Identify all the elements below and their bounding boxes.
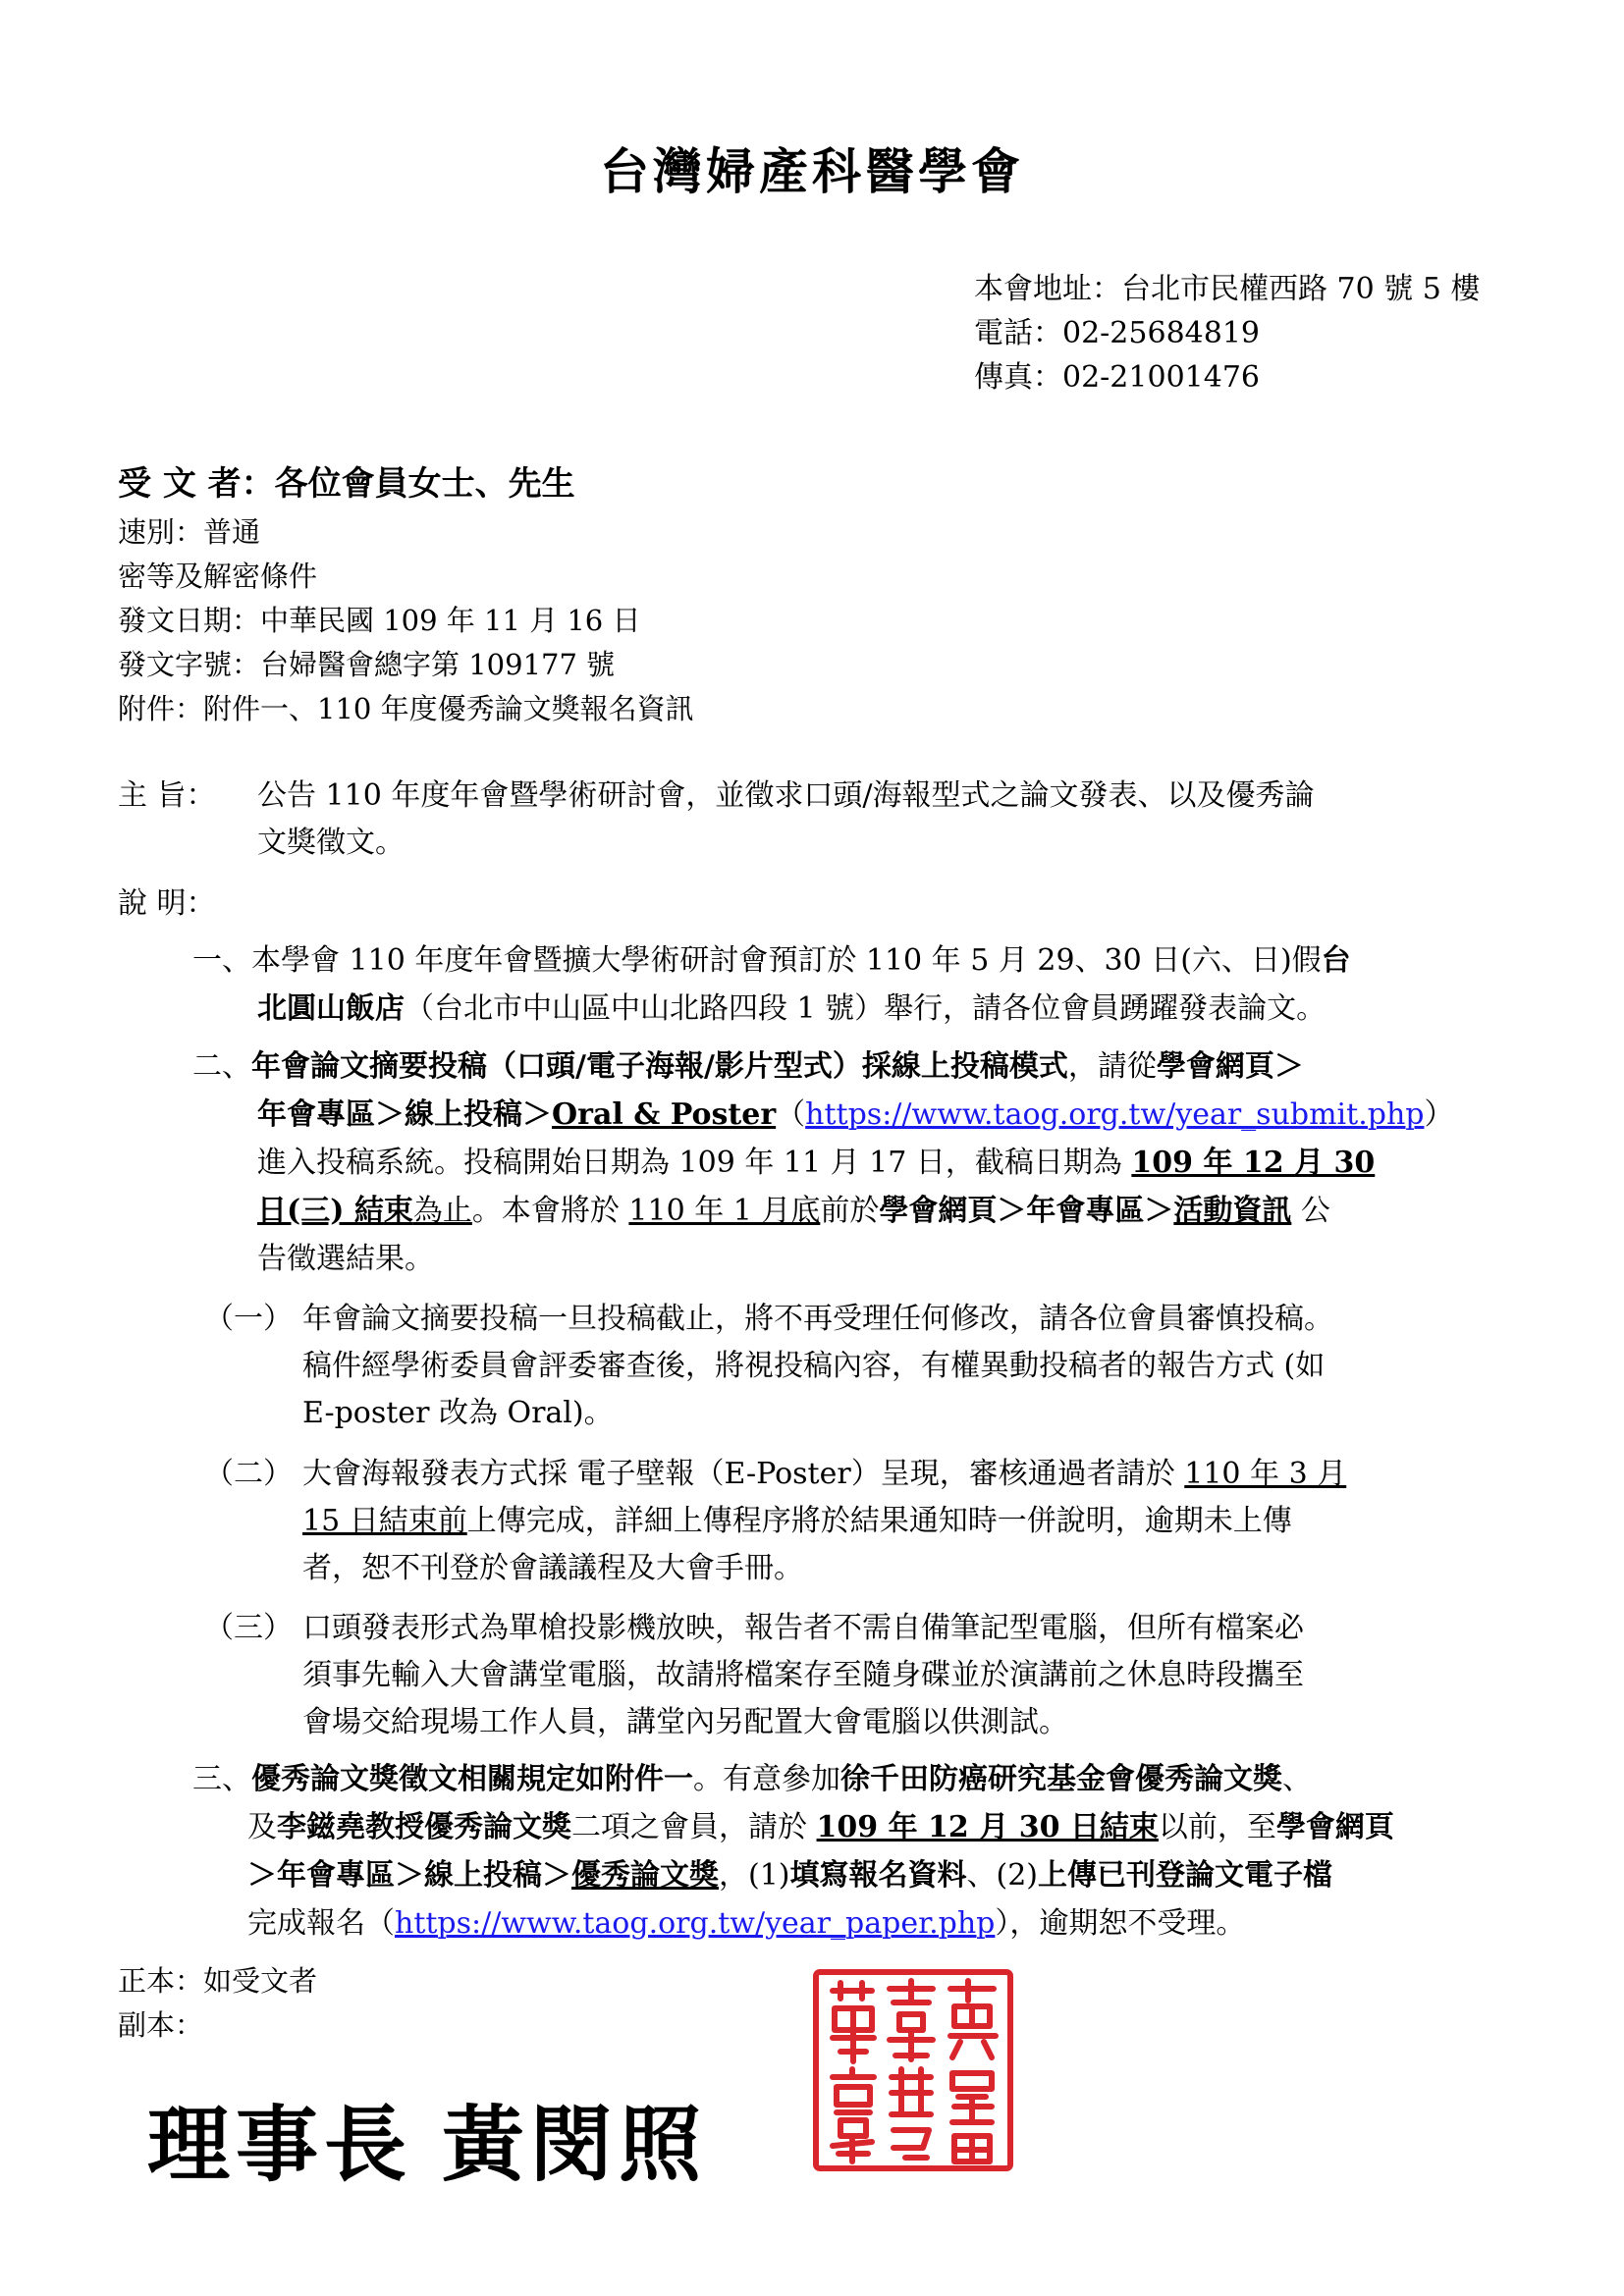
para-2-line-2: 15 日結束前上傳完成，詳細上傳程序將於結果通知時一併說明，逾期未上傳 xyxy=(302,1504,1292,1538)
para-3-line-2: 須事先輸入大會講堂電腦，故請將檔案存至隨身碟並於演講前之休息時段攜至 xyxy=(302,1658,1304,1692)
subject-line-2: 文獎徵文。 xyxy=(257,826,405,860)
meta-secrecy: 密等及解密條件 xyxy=(118,560,318,593)
section-2-line-5: 告徵選結果。 xyxy=(257,1242,434,1276)
section-1-line-1: 一、本學會 110 年度年會暨擴大學術研討會預訂於 110 年 5 月 29、30 日(六、日)假台 xyxy=(192,943,1351,978)
signature xyxy=(147,2079,707,2198)
cc-copy: 副本： xyxy=(118,2008,204,2042)
meta-speed: 速別：普通 xyxy=(118,515,261,549)
para-1-number: （一） xyxy=(204,1302,293,1336)
section-2-line-4: 日(三) 結束為止。本會將於 110 年 1 月底前於學會網頁＞年會專區＞活動資訊 公 xyxy=(257,1194,1330,1228)
fax-line: 傳真：02-21001476 xyxy=(974,360,1261,395)
paper-link[interactable]: https://www.taog.org.tw/year_paper.php xyxy=(395,1906,996,1941)
explain-label: 說 明： xyxy=(118,886,216,921)
section-3-line-2: 及李鎡堯教授優秀論文獎二項之會員，請於 109 年 12 月 30 日結束以前，至學會網頁 xyxy=(247,1810,1394,1844)
section-2-line-3: 進入投稿系統。投稿開始日期為 109 年 11 月 17 日，截稿日期為 109 年 12 月 30 xyxy=(257,1146,1376,1180)
address-block xyxy=(974,267,1480,400)
meta-date: 發文日期：中華民國 109 年 11 月 16 日 xyxy=(118,604,641,637)
recipient: 受 文 者：各位會員女士、先生 xyxy=(118,464,575,504)
subject-label: 主 旨： xyxy=(118,778,216,813)
submit-link[interactable]: https://www.taog.org.tw/year_submit.php xyxy=(805,1097,1425,1132)
para-3-line-1: 口頭發表形式為單槍投影機放映，報告者不需自備筆記型電腦，但所有檔案必 xyxy=(302,1611,1304,1645)
section-1-line-2: 北圓山飯店（台北市中山區中山北路四段 1 號）舉行，請各位會員踴躍發表論文。 xyxy=(257,991,1326,1026)
section-3-line-4: 完成報名（https://www.taog.org.tw/year_paper.php），逾期恕不受理。 xyxy=(247,1906,1246,1941)
para-2-number: （二） xyxy=(204,1457,293,1491)
para-1-line-3: E-poster 改為 Oral)。 xyxy=(302,1396,614,1430)
section-3-line-1: 三、優秀論文獎徵文相關規定如附件一。有意參加徐千田防癌研究基金會優秀論文獎、 xyxy=(192,1762,1312,1796)
para-3-line-3: 會場交給現場工作人員，講堂內另配置大會電腦以供測試。 xyxy=(302,1705,1068,1739)
address-line: 本會地址：台北市民權西路 70 號 5 樓 xyxy=(974,272,1481,306)
seal-graphic xyxy=(811,1967,1015,2173)
para-2-line-1: 大會海報發表方式採 電子壁報（E-Poster）呈現，審核通過者請於 110 年 3 月 xyxy=(302,1457,1347,1491)
para-1-line-2: 稿件經學術委員會評委審查後，將視投稿內容，有權異動投稿者的報告方式 (如 xyxy=(302,1349,1326,1383)
official-seal xyxy=(811,1967,1015,2173)
meta-attachment: 附件：附件一、110 年度優秀論文獎報名資訊 xyxy=(118,692,694,725)
meta-block xyxy=(118,510,694,731)
para-2-line-3: 者，恕不刊登於會議議程及大會手冊。 xyxy=(302,1551,803,1585)
section-2-line-2: 年會專區＞線上投稿＞Oral & Poster（https://www.taog.org.tw/year_submit.php） xyxy=(257,1097,1454,1132)
signature-name: 黃閔照 xyxy=(442,2096,708,2193)
para-1-line-1: 年會論文摘要投稿一旦投稿截止，將不再受理任何修改，請各位會員審慎投稿。 xyxy=(302,1302,1333,1336)
subject-line-1: 公告 110 年度年會暨學術研討會，並徵求口頭/海報型式之論文發表、以及優秀論 xyxy=(257,778,1315,813)
cc-block xyxy=(118,1959,317,2048)
document-title: 台灣婦產科醫學會 xyxy=(600,142,1024,200)
section-2-line-1: 二、年會論文摘要投稿（口頭/電子海報/影片型式）採線上投稿模式，請從學會網頁＞ xyxy=(192,1049,1304,1084)
signature-role: 理事長 xyxy=(147,2096,413,2193)
phone-line: 電話：02-25684819 xyxy=(974,316,1261,350)
para-3-number: （三） xyxy=(204,1611,293,1645)
cc-original: 正本：如受文者 xyxy=(118,1964,318,1998)
section-3-line-3: ＞年會專區＞線上投稿＞優秀論文獎，(1)填寫報名資料、(2)上傳已刊登論文電子檔 xyxy=(247,1858,1332,1893)
meta-number: 發文字號：台婦醫會總字第 109177 號 xyxy=(118,648,616,681)
